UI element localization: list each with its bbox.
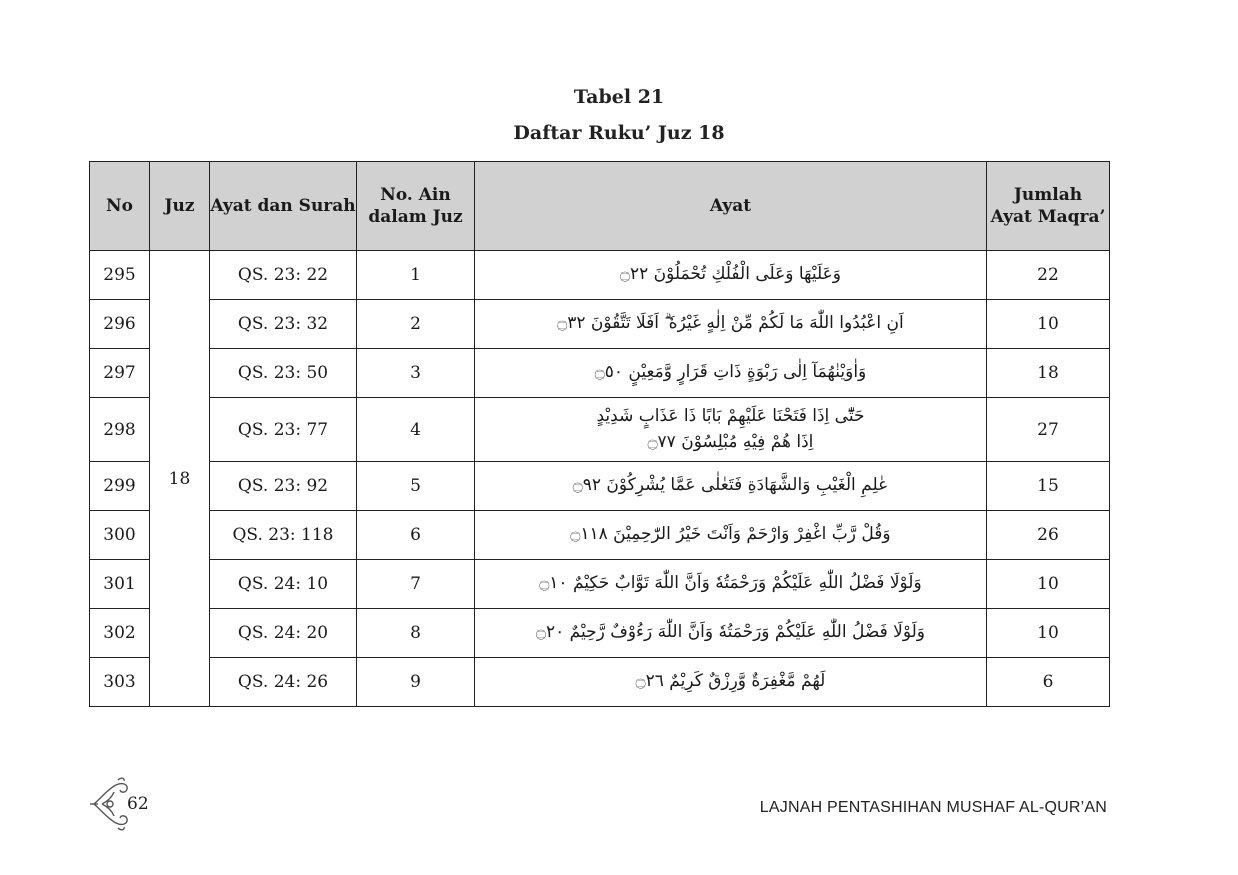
cell-jumlah: 22 bbox=[987, 251, 1110, 300]
table-row bbox=[90, 398, 1110, 462]
page-number: 62 bbox=[127, 794, 149, 814]
cell-jumlah: 26 bbox=[987, 511, 1110, 560]
cell-no-ain: 6 bbox=[357, 511, 475, 560]
cell-ayat-arabic: وَاٰوَيْنٰهُمَآ اِلٰى رَبْوَةٍ ذَاتِ قَرَارٍ وَّمَعِيْنٍ ۝٥٠ bbox=[475, 349, 987, 398]
cell-no: 302 bbox=[90, 609, 150, 658]
header-no-ain-line2: dalam Juz bbox=[368, 207, 463, 227]
header-jumlah bbox=[987, 162, 1110, 251]
cell-jumlah: 6 bbox=[987, 658, 1110, 707]
table-row bbox=[90, 609, 1110, 658]
cell-jumlah: 10 bbox=[987, 560, 1110, 609]
cell-jumlah: 10 bbox=[987, 300, 1110, 349]
cell-no: 299 bbox=[90, 462, 150, 511]
cell-jumlah: 18 bbox=[987, 349, 1110, 398]
table-caption: Tabel 21 bbox=[573, 86, 665, 108]
cell-no-ain: 1 bbox=[357, 251, 475, 300]
cell-no: 301 bbox=[90, 560, 150, 609]
ornament-icon bbox=[88, 775, 132, 833]
cell-no-ain: 2 bbox=[357, 300, 475, 349]
header-ayat: Ayat bbox=[475, 162, 987, 251]
header-jumlah-line2: Ayat Maqra’ bbox=[990, 207, 1106, 227]
cell-no: 297 bbox=[90, 349, 150, 398]
cell-jumlah: 15 bbox=[987, 462, 1110, 511]
cell-ayat-surah: QS. 24: 26 bbox=[210, 658, 357, 707]
cell-no-ain: 7 bbox=[357, 560, 475, 609]
table-row bbox=[90, 300, 1110, 349]
cell-no-ain: 4 bbox=[357, 398, 475, 462]
table-row bbox=[90, 560, 1110, 609]
table-row bbox=[90, 511, 1110, 560]
cell-ayat-arabic: لَهُمْ مَّغْفِرَةٌ وَّرِزْقٌ كَرِيْمٌ ۝٢٦ bbox=[475, 658, 987, 707]
header-no-ain-line1: No. Ain bbox=[380, 184, 451, 205]
cell-ayat-surah: QS. 23: 77 bbox=[210, 398, 357, 462]
cell-ayat-arabic: وَعَلَيْهَا وَعَلَى الْفُلْكِ تُحْمَلُوْنَ ۝٢٢ bbox=[475, 251, 987, 300]
cell-no: 303 bbox=[90, 658, 150, 707]
table-row bbox=[90, 349, 1110, 398]
cell-no-ain: 5 bbox=[357, 462, 475, 511]
cell-ayat-surah: QS. 24: 20 bbox=[210, 609, 357, 658]
cell-ayat-arabic: وَقُلْ رَّبِّ اغْفِرْ وَارْحَمْ وَاَنْتَ خَيْرُ الرّٰحِمِيْنَ ۝١١٨ bbox=[475, 511, 987, 560]
header-no-ain bbox=[357, 162, 475, 251]
cell-no: 298 bbox=[90, 398, 150, 462]
cell-jumlah: 10 bbox=[987, 609, 1110, 658]
cell-ayat-surah: QS. 23: 22 bbox=[210, 251, 357, 300]
cell-juz: 18 bbox=[150, 251, 210, 707]
ayat-line-1: حَتّٰٓى اِذَا فَتَحْنَا عَلَيْهِمْ بَابًا ذَا عَذَابٍ شَدِيْدٍ bbox=[596, 406, 865, 426]
header-jumlah-line1: Jumlah bbox=[1013, 184, 1083, 205]
table-row bbox=[90, 462, 1110, 511]
table-subtitle: Daftar Ruku’ Juz 18 bbox=[513, 122, 725, 144]
cell-ayat-arabic: اَنِ اعْبُدُوا اللّٰهَ مَا لَكُمْ مِّنْ اِلٰهٍ غَيْرُهٗ ۗ اَفَلَا تَتَّقُوْنَ ۝٣٢ bbox=[475, 300, 987, 349]
header-juz: Juz bbox=[150, 162, 210, 251]
cell-ayat-surah: QS. 23: 32 bbox=[210, 300, 357, 349]
cell-ayat-surah: QS. 23: 50 bbox=[210, 349, 357, 398]
table-row bbox=[90, 251, 1110, 300]
cell-ayat-surah: QS. 23: 118 bbox=[210, 511, 357, 560]
cell-no-ain: 9 bbox=[357, 658, 475, 707]
cell-ayat-surah: QS. 24: 10 bbox=[210, 560, 357, 609]
cell-ayat-arabic bbox=[475, 398, 987, 462]
cell-no-ain: 3 bbox=[357, 349, 475, 398]
ayat-line-2: اِذَا هُمْ فِيْهِ مُبْلِسُوْنَ ۝٧٧ bbox=[647, 431, 814, 452]
cell-no-ain: 8 bbox=[357, 609, 475, 658]
ruku-table bbox=[89, 161, 1110, 707]
table-row bbox=[90, 658, 1110, 707]
header-ayat-surah: Ayat dan Surah bbox=[210, 162, 357, 251]
table-header-row bbox=[90, 162, 1110, 251]
cell-no: 296 bbox=[90, 300, 150, 349]
cell-no: 295 bbox=[90, 251, 150, 300]
cell-ayat-arabic: عٰلِمِ الْغَيْبِ وَالشَّهَادَةِ فَتَعٰلٰى عَمَّا يُشْرِكُوْنَ ۝٩٢ bbox=[475, 462, 987, 511]
cell-ayat-arabic: وَلَوْلَا فَضْلُ اللّٰهِ عَلَيْكُمْ وَرَحْمَتُهٗ وَاَنَّ اللّٰهَ رَءُوْفٌ رَّحِيْمٌ ۝٢٠ bbox=[475, 609, 987, 658]
header-no: No bbox=[90, 162, 150, 251]
cell-ayat-arabic: وَلَوْلَا فَضْلُ اللّٰهِ عَلَيْكُمْ وَرَحْمَتُهٗ وَاَنَّ اللّٰهَ تَوَّابٌ حَكِيْمٌ ۝١٠ bbox=[475, 560, 987, 609]
cell-ayat-surah: QS. 23: 92 bbox=[210, 462, 357, 511]
publisher-name: LAJNAH PENTASHIHAN MUSHAF AL-QUR’AN bbox=[759, 799, 1107, 816]
cell-no: 300 bbox=[90, 511, 150, 560]
cell-jumlah: 27 bbox=[987, 398, 1110, 462]
